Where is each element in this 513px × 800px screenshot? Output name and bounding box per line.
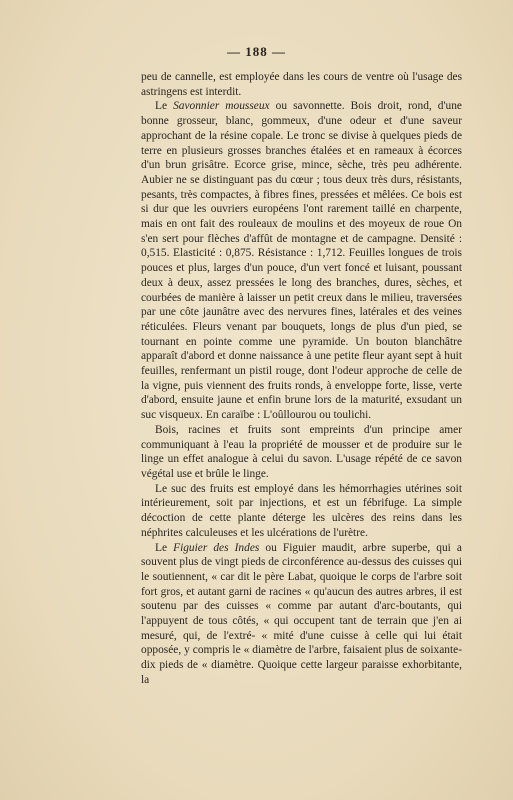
page-number: — 188 —: [227, 44, 286, 59]
italic-term: Savonnier mousseux: [173, 100, 270, 113]
text-run: Le: [155, 541, 174, 554]
body-text: [141, 70, 462, 688]
paragraph: [141, 423, 462, 482]
paragraph: [141, 541, 462, 688]
text-run: Le: [155, 100, 174, 113]
text-run: peu de cannelle, est employée dans les cours de ventre où l'usage des astringens est interdit.: [141, 71, 462, 98]
text-run: ou Figuier maudit, arbre superbe, qui a souvent plus de vingt pieds de circonférence au-dessus des cuisses qui le soutiennent, « car dit le père Labat, quoique le corps de l'arbre soit fort gros, et autant garni de racines « qu'aucun des autres arbres, il est soutenu par des cuisses « comme par autant d'arc-boutants, qui l'appuyent de tous côtés, « qui occupent tant de terrain que j'en ai mesuré, qui, de l'extré- « mité d'une cuisse à celle qui lui était opposée, y compris le « diamètre de l'arbre, faisaient plus de soixante-dix pieds de « diamètre. Quoique cette largeur paraisse exhorbitante, la: [141, 541, 462, 686]
text-run: Le suc des fruits est employé dans les hémorrhagies utérines soit intérieurement, soit par injections, et est un fébrifuge. La simple décoction de cette plante déterge les ulcères des reins dans les néphrites calculeuses et les ulcérations de l'urètre.: [141, 482, 462, 539]
paragraph: [141, 70, 462, 99]
paragraph: [141, 99, 462, 422]
italic-term: Figuier des Indes: [173, 541, 260, 554]
paragraph: [141, 482, 462, 541]
text-run: Bois, racines et fruits sont empreints d'un principe amer communiquant à l'eau la propriété de mousser et de produire sur le linge un effet analogue à celui du savon. L'usage répété de ce savon végétal use et brûle le linge.: [141, 423, 462, 480]
text-run: ou savonnette. Bois droit, rond, d'une bonne grosseur, blanc, gommeux, d'une odeur et d'une saveur approchant de la résine copale. Le tronc se divise à quelques pieds de terre en plusieurs grosses branches étalées et en rameaux à écorces d'un brun grisâtre. Ecorce grise, mince, sèche, très peu adhérente. Aubier ne se distinguant pas du cœur ; tous deux très durs, résistants, pesants, très compactes, à fibres fines, pressées et mêlées. Ce bois est si dur que les ouvriers européens l'ont rarement taillé en charpente, mais en ont fait des rouleaux de moulins et des moyeux de roue On s'en sert pour flèches d'affût de montagne et de campagne. Densité : 0,515. Elasticité : 0,875. Résistance : 1,712. Feuilles longues de trois pouces et plus, larges d'un pouce, d'un vert foncé et luisant, poussant deux à deux, assez pressées le long des branches, dures, sèches, et courbées de manière à laisser un petit creux dans le milieu, traversées par une côte jaunâtre avec des nervures fines, latérales et des veines réticulées. Fleurs venant par bouquets, longs de plus d'un pied, se tournant en pointe comme une pyramide. Un bouton blanchâtre apparaît d'abord et donne naissance à une petite fleur ayant sept à huit feuilles, renfermant un pistil rouge, dont l'odeur approche de celle de la vigne, puis viennent des fruits ronds, à enveloppe forte, lisse, verte d'abord, ensuite jaune et enfin brune lors de la maturité, exsudant un suc visqueux. En caraïbe : L'oûllourou ou toulichi.: [141, 100, 462, 422]
